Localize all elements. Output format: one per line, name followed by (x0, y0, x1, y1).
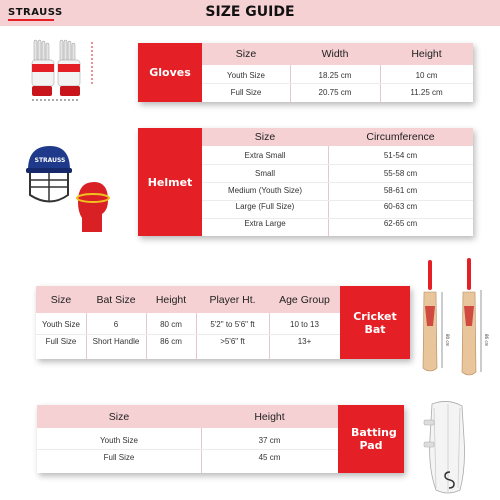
batting-pad-label-text: Batting Pad (351, 426, 397, 452)
bat-col-size: Size (50, 294, 72, 306)
batting-gloves-icon (20, 38, 100, 104)
table-cell: 10 to 13 (290, 320, 319, 329)
pad-col-size: Size (108, 411, 130, 423)
table-cell: 5'2" to 5'6" ft (210, 320, 255, 329)
head-measurement-icon (72, 178, 112, 236)
bat-col-player-height: Player Ht. (209, 294, 256, 306)
table-cell: Short Handle (92, 337, 140, 346)
divider (202, 83, 473, 84)
helmet-label: Helmet (138, 128, 202, 236)
cricket-helmet-icon (22, 140, 74, 210)
table-cell: Extra Large (244, 219, 286, 228)
bat-col-age-group: Age Group (279, 294, 330, 306)
divider (37, 449, 338, 450)
table-cell: Youth Size (100, 436, 138, 445)
table-cell: 37 cm (258, 436, 281, 445)
table-cell: 51-54 cm (383, 151, 418, 160)
bat-col-height: Height (155, 294, 187, 306)
table-cell: 58-61 cm (383, 186, 418, 195)
gloves-col-height: Height (411, 48, 442, 60)
page-title: SIZE GUIDE (205, 4, 295, 20)
table-cell: 20.75 cm (318, 88, 352, 97)
table-cell: 6 (113, 320, 119, 329)
bat-length-full: 86 cm (484, 334, 489, 347)
divider (36, 334, 340, 335)
gloves-label: Gloves (138, 43, 202, 102)
cricket-bat-label-text: Cricket Bat (353, 309, 397, 336)
batting-pad-label (338, 405, 404, 473)
table-cell: Youth Size (42, 320, 80, 329)
helmet-col-circumference: Circumference (366, 131, 435, 143)
table-cell: 86 cm (160, 337, 182, 346)
table-cell: 60-63 cm (383, 202, 418, 211)
divider (202, 164, 473, 165)
table-cell: 80 cm (160, 320, 182, 329)
cricket-bat-icon (416, 256, 496, 378)
bat-length-youth: 80 cm (445, 334, 450, 347)
divider (202, 200, 473, 201)
brand-logo: STRAUSS (8, 7, 63, 18)
table-cell: 45 cm (258, 453, 281, 462)
table-cell: 55-58 cm (383, 169, 418, 178)
table-cell: 11.25 cm (410, 88, 443, 97)
pad-col-height: Height (254, 411, 285, 423)
header-bar (0, 0, 500, 26)
table-cell: >5'6" ft (220, 337, 245, 346)
table-cell: Youth Size (227, 71, 265, 80)
helmet-col-size: Size (254, 131, 276, 143)
cricket-bat-size-table (36, 286, 410, 359)
table-cell: Full Size (45, 337, 77, 346)
batting-pad-icon (414, 398, 482, 498)
divider (202, 182, 473, 183)
helmet-size-table (138, 128, 473, 236)
table-cell: Medium (Youth Size) (228, 186, 302, 195)
table-cell: 62-65 cm (383, 219, 418, 228)
table-cell: 18.25 cm (318, 71, 352, 80)
table-cell: Full Size (103, 453, 135, 462)
helmet-brand-text: STRAUSS (34, 157, 66, 164)
table-cell: Full Size (230, 88, 262, 97)
table-cell: Small (254, 169, 275, 178)
gloves-size-table (138, 43, 473, 102)
divider (201, 428, 202, 473)
batting-pad-size-table (37, 405, 404, 473)
table-cell: 13+ (297, 337, 312, 346)
bat-col-bat-size: Bat Size (96, 294, 136, 306)
table-cell: Large (Full Size) (235, 202, 295, 211)
gloves-col-width: Width (321, 48, 349, 60)
gloves-col-size: Size (235, 48, 257, 60)
table-cell: Extra Small (244, 151, 286, 160)
table-cell: 10 cm (415, 71, 438, 80)
cricket-bat-label (340, 286, 410, 359)
